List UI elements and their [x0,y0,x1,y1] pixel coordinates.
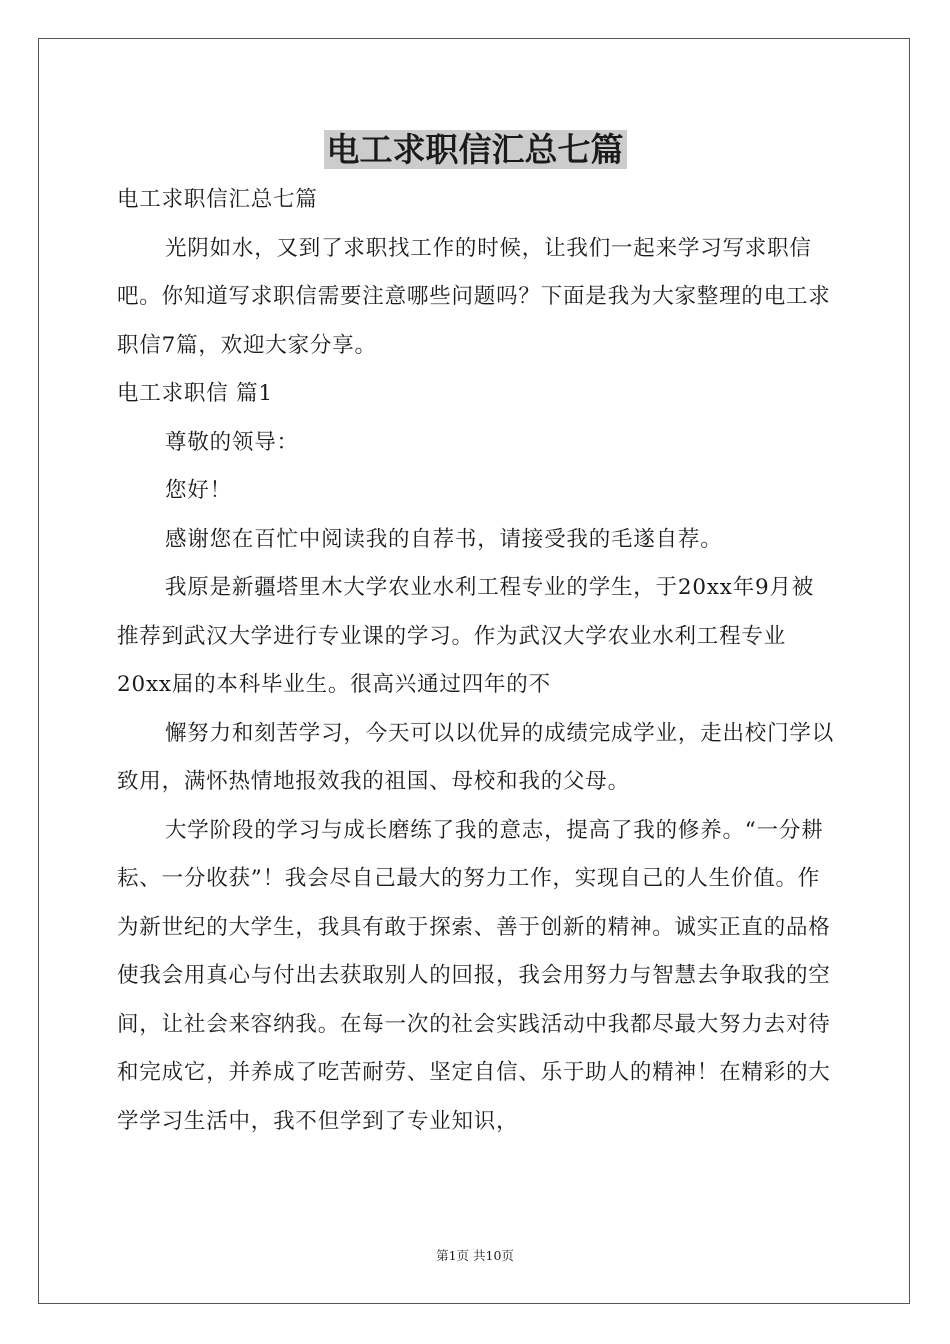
document-subtitle: 电工求职信汇总七篇 [117,187,318,212]
body-paragraph: 大学阶段的学习与成长磨练了我的意志，提高了我的修养。“一分耕耘、一分收获”！我会尽自己最大的努力工作，实现自己的人生价值。作为新世纪的大学生，我具有敢于探索、善于创新的精神。诚实正直的品格使我会用真心与付出去获取别人的回报，我会用努力与智慧去争取我的空间，让社会来容纳我。在每一次的社会实践活动中我都尽最大努力去对待和完成它，并养成了吃苦耐劳、坚定自信、乐于助人的精神！在精彩的大学学习生活中，我不但学到了专业知识， [117,817,831,1134]
document-body [117,176,835,1146]
body-paragraph: 我原是新疆塔里木大学农业水利工程专业的学生，于20xx年9月被推荐到武汉大学进行专业课的学习。作为武汉大学农业水利工程专业20xx届的本科毕业生。很高兴通过四年的不 [117,575,815,697]
intro-paragraph: 光阴如水，又到了求职找工作的时候，让我们一起来学习写求职信吧。你知道写求职信需要注意哪些问题吗？下面是我为大家整理的电工求职信7篇，欢迎大家分享。 [117,235,831,358]
page-number: 第1页 共10页 [436,1248,514,1263]
salutation: 尊敬的领导： [165,429,299,455]
body-paragraph: 感谢您在百忙中阅读我的自荐书，请接受我的毛遂自荐。 [165,526,723,552]
body-paragraph: 懈努力和刻苦学习，今天可以以优异的成绩完成学业，走出校门学以致用，满怀热情地报效我的祖国、母校和我的父母。 [117,720,835,794]
page-footer [0,1247,950,1265]
document-title [0,128,950,172]
greeting: 您好！ [165,478,232,503]
section-heading: 电工求职信 篇1 [117,381,273,406]
document-title-text: 电工求职信汇总七篇 [324,130,627,169]
